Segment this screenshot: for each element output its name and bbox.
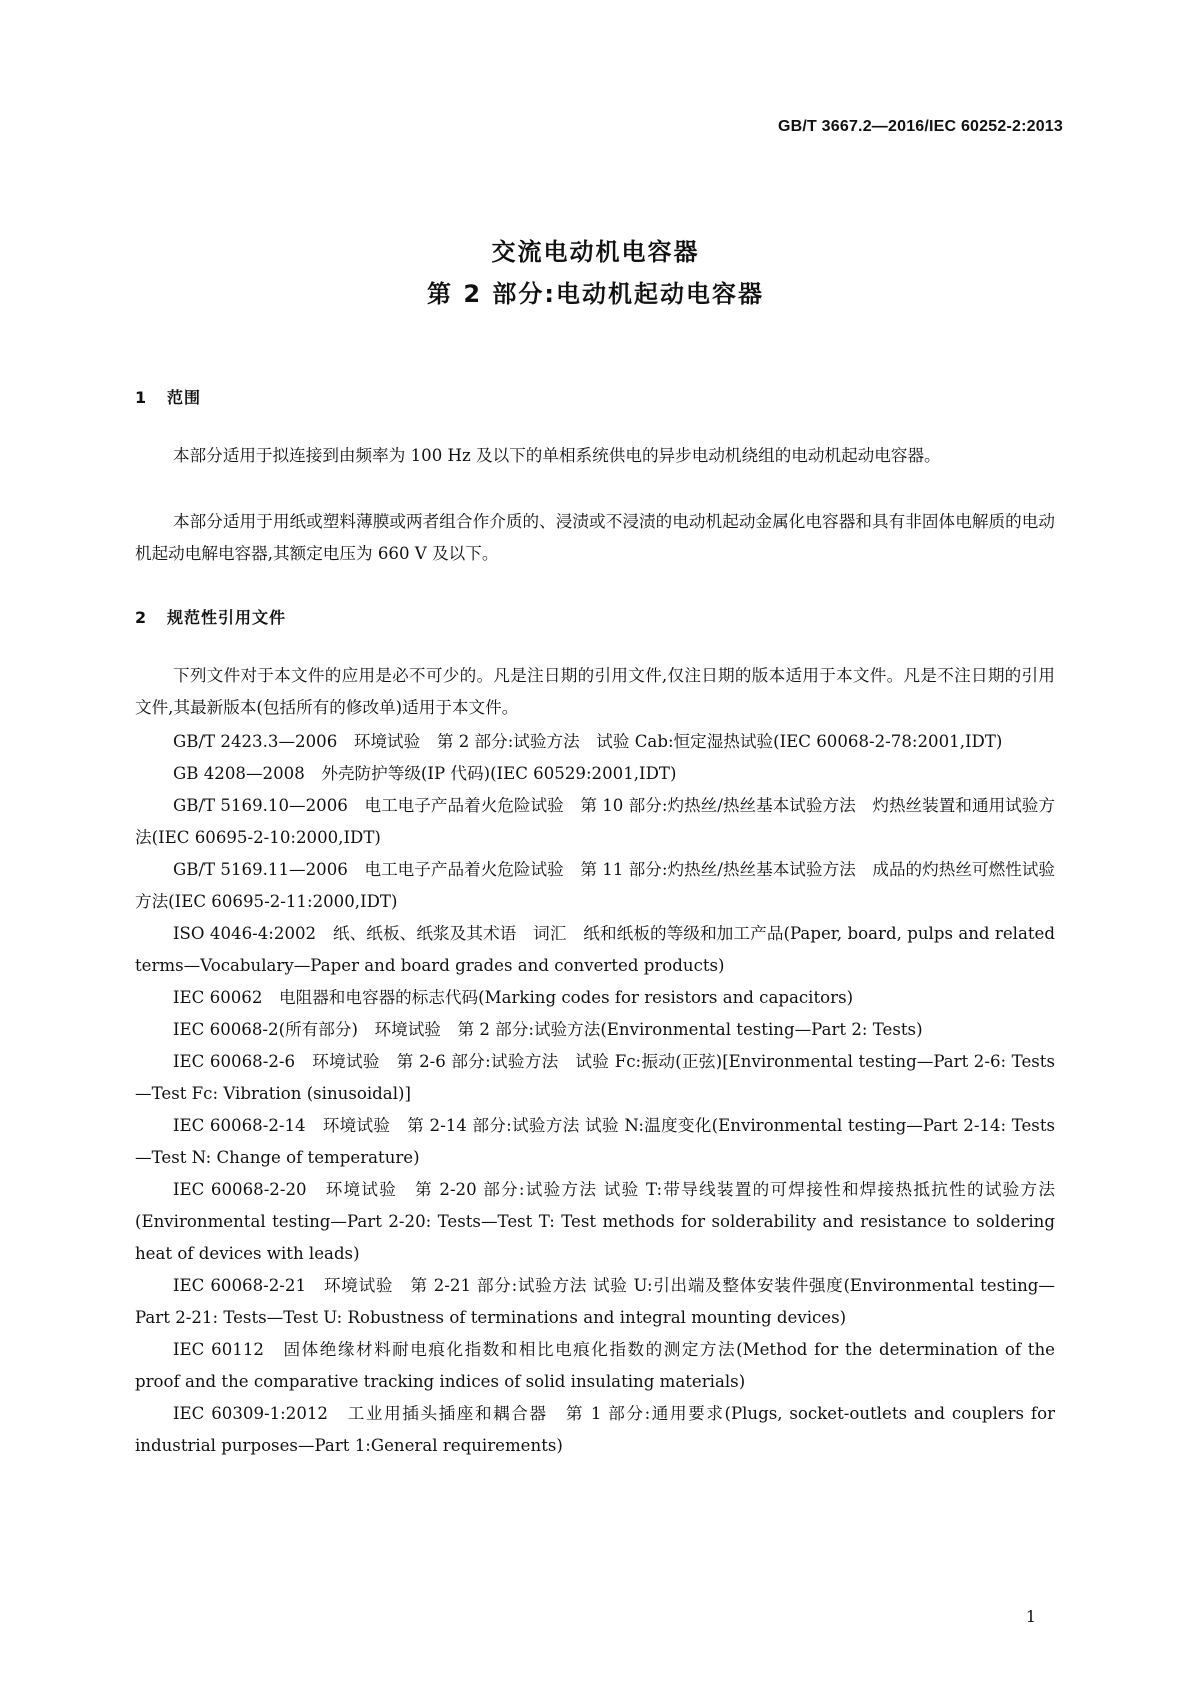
- page-number: 1: [1025, 1607, 1036, 1626]
- reference-item: GB/T 5169.10—2006 电工电子产品着火危险试验 第 10 部分:灼热丝/热丝基本试验方法 灼热丝装置和通用试验方法(IEC 60695-2-10:2000,IDT): [135, 796, 1055, 847]
- scope-paragraph: 本部分适用于拟连接到由频率为 100 Hz 及以下的单相系统供电的异步电动机绕组的电动机起动电容器。: [173, 446, 941, 465]
- reference-item: IEC 60062 电阻器和电容器的标志代码(Marking codes for resistors and capacitors): [173, 988, 854, 1007]
- section-title: 规范性引用文件: [167, 608, 287, 627]
- standard-code: GB/T 3667.2—2016/IEC 60252-2:2013: [778, 118, 1063, 135]
- document-title-main: 交流电动机电容器: [491, 238, 700, 266]
- references-intro: 下列文件对于本文件的应用是必不可少的。凡是注日期的引用文件,仅注日期的版本适用于本文件。凡是不注日期的引用文件,其最新版本(包括所有的修改单)适用于本文件。: [135, 666, 1055, 717]
- reference-item: GB/T 2423.3—2006 环境试验 第 2 部分:试验方法 试验 Cab:恒定湿热试验(IEC 60068-2-78:2001,IDT): [173, 732, 1003, 751]
- scope-paragraph: 本部分适用于用纸或塑料薄膜或两者组合作介质的、浸渍或不浸渍的电动机起动金属化电容器和具有非固体电解质的电动机起动电解电容器,其额定电压为 660 V 及以下。: [135, 512, 1055, 563]
- reference-item: IEC 60068-2-21 环境试验 第 2-21 部分:试验方法 试验 U:引出端及整体安装件强度(Environmental testing—Part 2-21: Tests—Test U: Robustness of terminations and integral mounting devices): [135, 1276, 1055, 1327]
- section-heading-scope: [135, 385, 201, 408]
- reference-item: ISO 4046-4:2002 纸、纸板、纸浆及其术语 词汇 纸和纸板的等级和加工产品(Paper, board, pulps and related terms—Vocabulary—Paper and board grades and converted products): [135, 924, 1055, 975]
- reference-item: IEC 60068-2-20 环境试验 第 2-20 部分:试验方法 试验 T:带导线装置的可焊接性和焊接热抵抗性的试验方法(Environmental testing—Part 2-20: Tests—Test T: Test methods for solderability and resistance to soldering heat of devices with leads): [135, 1180, 1055, 1263]
- section-number: 2: [135, 608, 148, 627]
- reference-item: IEC 60112 固体绝缘材料耐电痕化指数和相比电痕化指数的测定方法(Method for the determination of the proof and the comparative tracking indices of solid insulating materials): [135, 1340, 1055, 1391]
- reference-item: GB/T 5169.11—2006 电工电子产品着火危险试验 第 11 部分:灼热丝/热丝基本试验方法 成品的灼热丝可燃性试验方法(IEC 60695-2-11:2000,IDT): [135, 860, 1055, 911]
- section-title: 范围: [167, 388, 202, 407]
- reference-list: [135, 726, 1055, 1462]
- section-heading-normative-references: [135, 605, 286, 628]
- reference-item: IEC 60068-2-14 环境试验 第 2-14 部分:试验方法 试验 N:温度变化(Environmental testing—Part 2-14: Tests—Test N: Change of temperature): [135, 1116, 1055, 1167]
- reference-item: IEC 60068-2(所有部分) 环境试验 第 2 部分:试验方法(Environmental testing—Part 2: Tests): [173, 1020, 923, 1039]
- document-title-part: 第 2 部分:电动机起动电容器: [426, 280, 764, 308]
- section-number: 1: [135, 388, 148, 407]
- reference-item: IEC 60068-2-6 环境试验 第 2-6 部分:试验方法 试验 Fc:振动(正弦)[Environmental testing—Part 2-6: Tests—Test Fc: Vibration (sinusoidal)]: [135, 1052, 1055, 1103]
- reference-item: GB 4208—2008 外壳防护等级(IP 代码)(IEC 60529:2001,IDT): [173, 764, 677, 783]
- reference-item: IEC 60309-1:2012 工业用插头插座和耦合器 第 1 部分:通用要求(Plugs, socket-outlets and couplers for industrial purposes—Part 1:General requirements): [135, 1404, 1055, 1455]
